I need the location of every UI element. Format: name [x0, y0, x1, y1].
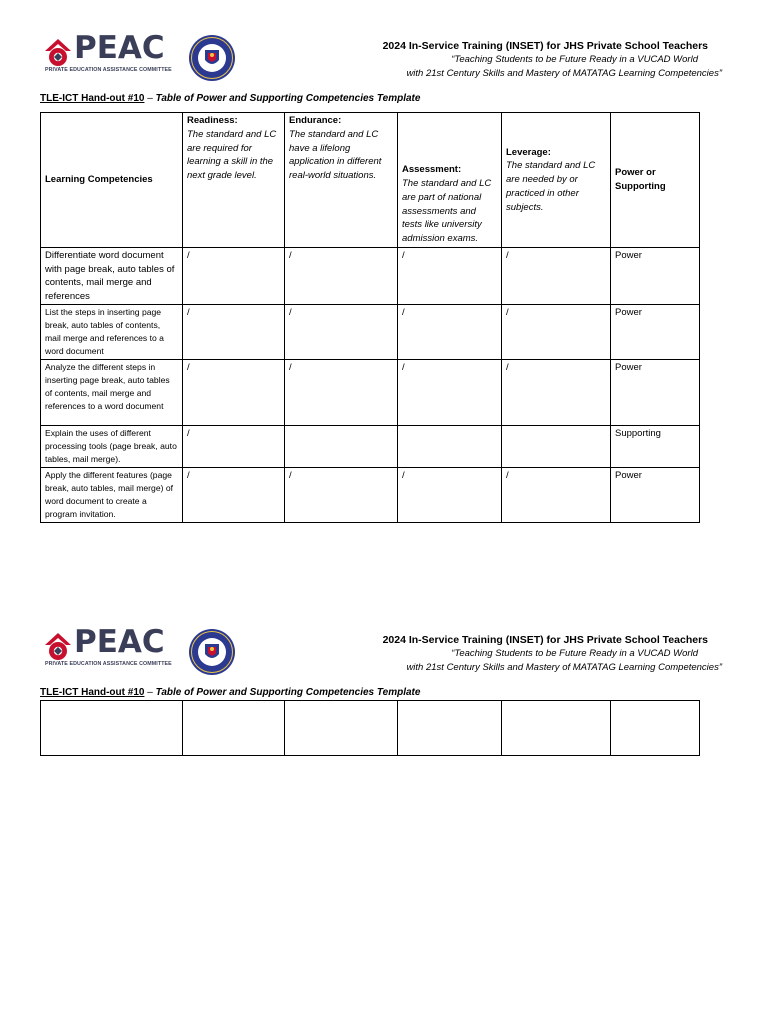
table-header-row: [41, 113, 700, 248]
readiness-title: Readiness:: [187, 115, 238, 126]
table-row: [41, 360, 700, 426]
endurance-cell: /: [285, 360, 398, 426]
empty-cell: [285, 701, 398, 756]
leverage-cell: /: [502, 305, 611, 360]
table-row: [41, 305, 700, 360]
leverage-cell: /: [502, 468, 611, 523]
empty-cell: [502, 701, 611, 756]
training-header: [302, 39, 722, 80]
header-leverage: [502, 113, 611, 248]
peac-logo: [44, 624, 174, 672]
leverage-title: Leverage:: [506, 146, 551, 158]
readiness-cell: /: [183, 360, 285, 426]
training-tagline-2: with 21st Century Skills and Mastery of MATATAG Learning Competencies”: [406, 67, 722, 79]
peac-wordmark: PEAC: [74, 624, 165, 660]
header-learning-competencies: Learning Competencies: [41, 113, 183, 248]
endurance-cell: [285, 426, 398, 468]
deped-seal-icon: [188, 34, 236, 82]
readiness-cell: /: [183, 426, 285, 468]
handout-heading: [40, 686, 420, 699]
leverage-cell: /: [502, 248, 611, 305]
training-title: 2024 In-Service Training (INSET) for JHS Private School Teachers: [382, 40, 708, 52]
readiness-desc: The standard and LC are required for learning a skill in the next grade level.: [187, 128, 277, 182]
leverage-cell: [502, 426, 611, 468]
page-section-2: [0, 594, 768, 1024]
training-tagline-1: “Teaching Students to be Future Ready in a VUCAD World: [451, 648, 698, 659]
endurance-cell: /: [285, 305, 398, 360]
assessment-cell: /: [398, 360, 502, 426]
competencies-table: [40, 112, 700, 523]
type-cell: Power: [611, 360, 700, 426]
peac-mark-icon: [44, 632, 72, 662]
leverage-desc: The standard and LC are needed by or practiced in other subjects.: [506, 160, 596, 213]
table-row: [41, 248, 700, 305]
assessment-title: Assessment:: [402, 164, 462, 176]
lc-cell: List the steps in inserting page break, auto tables of contents, mail merge and references to a word document: [41, 305, 183, 360]
lc-cell: Explain the uses of different processing tools (page break, auto tables, mail merge).: [41, 426, 183, 468]
readiness-cell: /: [183, 305, 285, 360]
power-title: Power or Supporting: [615, 167, 666, 192]
readiness-cell: /: [183, 468, 285, 523]
blank-competencies-table: [40, 700, 700, 756]
peac-subtitle: PRIVATE EDUCATION ASSISTANCE COMMITTEE: [45, 661, 172, 667]
training-title: 2024 In-Service Training (INSET) for JHS Private School Teachers: [382, 634, 708, 646]
deped-seal-icon: [188, 628, 236, 676]
empty-cell: [183, 701, 285, 756]
type-cell: Supporting: [611, 426, 700, 468]
table-row: [41, 426, 700, 468]
handout-code: TLE-ICT Hand-out #10: [40, 93, 145, 104]
handout-title: Table of Power and Supporting Competencies Template: [155, 687, 421, 698]
endurance-cell: /: [285, 248, 398, 305]
endurance-cell: /: [285, 468, 398, 523]
empty-cell: [398, 701, 502, 756]
endurance-desc: The standard and LC have a lifelong application in different real-world situations.: [289, 128, 382, 182]
assessment-cell: /: [398, 305, 502, 360]
assessment-cell: /: [398, 248, 502, 305]
training-header: [302, 633, 722, 674]
handout-heading: [40, 92, 420, 105]
header-endurance: [285, 113, 398, 248]
empty-cell: [611, 701, 700, 756]
training-tagline-2: with 21st Century Skills and Mastery of MATATAG Learning Competencies”: [406, 661, 722, 673]
leverage-cell: /: [502, 360, 611, 426]
table-row: [41, 468, 700, 523]
type-cell: Power: [611, 468, 700, 523]
assessment-cell: /: [398, 468, 502, 523]
header-assessment: [398, 113, 502, 248]
assessment-cell: [398, 426, 502, 468]
training-tagline-1: “Teaching Students to be Future Ready in a VUCAD World: [451, 54, 698, 65]
header-readiness: [183, 113, 285, 248]
assessment-desc: The standard and LC are part of national assessments and tests like university admission exams.: [402, 178, 492, 245]
type-cell: Power: [611, 305, 700, 360]
handout-separator: –: [144, 93, 156, 104]
handout-code: TLE-ICT Hand-out #10: [40, 687, 145, 698]
lc-cell: Analyze the different steps in inserting page break, auto tables of contents, mail merge and references to a word document: [41, 360, 183, 426]
handout-separator: –: [144, 687, 156, 698]
table-row: [41, 701, 700, 756]
lc-cell: Differentiate word document with page break, auto tables of contents, mail merge and references: [41, 248, 183, 305]
readiness-cell: /: [183, 248, 285, 305]
handout-title: Table of Power and Supporting Competencies Template: [155, 93, 421, 104]
header-power-supporting: [611, 113, 700, 248]
endurance-title: Endurance:: [289, 115, 342, 126]
lc-cell: Apply the different features (page break, auto tables, mail merge) of word document to create a program invitation.: [41, 468, 183, 523]
type-cell: Power: [611, 248, 700, 305]
empty-cell: [41, 701, 183, 756]
peac-subtitle: PRIVATE EDUCATION ASSISTANCE COMMITTEE: [45, 67, 172, 73]
peac-wordmark: PEAC: [74, 30, 165, 66]
peac-mark-icon: [44, 38, 72, 68]
peac-logo: [44, 30, 174, 78]
